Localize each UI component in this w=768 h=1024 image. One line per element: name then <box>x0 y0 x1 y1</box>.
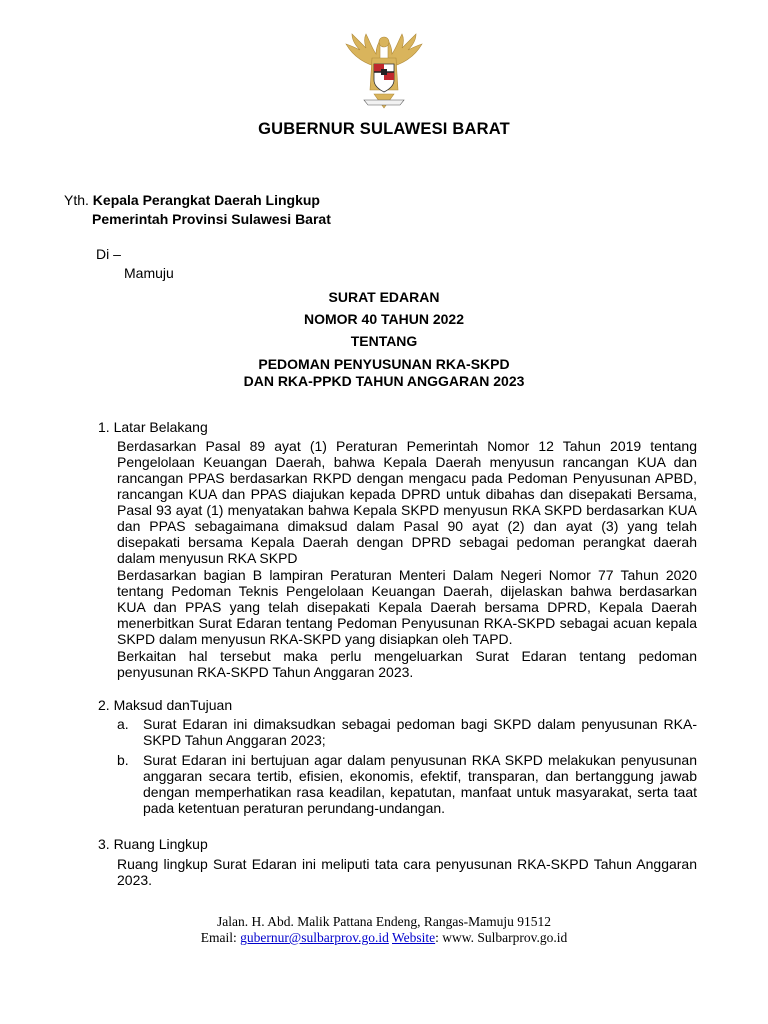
list-item <box>117 752 697 816</box>
footer-address: Jalan. H. Abd. Malik Pattana Endeng, Rangas-Mamuju 91512 <box>216 914 552 929</box>
footer-website[interactable]: www. Sulbarprov.go.id <box>442 930 568 945</box>
list-item <box>117 716 697 748</box>
letter-about: TENTANG <box>350 333 418 349</box>
footer-contact: Email: gubernur@sulbarprov.go.id Website: www. Sulbarprov.go.id <box>200 930 568 945</box>
list-text: Surat Edaran ini bertujuan agar dalam penyusunan RKA SKPD melakukan penyusunan anggaran secara tertib, efisien, ekonomis, efektif, transparan, dan bertanggung jawab dengan memperhatikan rasa keadilan, kepatutan, manfaat untuk masyarakat, serta taat pada ketentuan peraturan perundang-undangan. <box>143 752 697 816</box>
recipient-line-1: Kepala Perangkat Daerah Lingkup <box>92 192 320 208</box>
recipient-prefix: Yth. <box>64 192 89 208</box>
section-title-purpose: 2. Maksud danTujuan <box>98 697 233 713</box>
list-text: Surat Edaran ini dimaksudkan sebagai pedoman bagi SKPD dalam penyusunan RKA-SKPD Tahun Anggaran 2023; <box>143 716 697 748</box>
footer-website-label[interactable]: Website <box>392 930 436 945</box>
letter-subject-1: PEDOMAN PENYUSUNAN RKA-SKPD <box>258 356 510 372</box>
document-title: GUBERNUR SULAWESI BARAT <box>258 120 510 138</box>
footer-email-link[interactable]: gubernur@sulbarprov.go.id <box>240 930 389 945</box>
destination-block <box>96 245 174 283</box>
paragraph: Berdasarkan Pasal 89 ayat (1) Peraturan Pemerintah Nomor 12 Tahun 2019 tentang Pengelolaan Keuangan Daerah, bahwa Kepala Daerah menyusun rancangan KUA dan rancangan PPAS berdasarkan RKPD dengan mengacu pada Pedoman Penyusunan APBD, rancangan KUA dan PPAS diajukan kepada DPRD untuk dibahas dan disepakati Bersama, Pasal 93 ayat (1) menyatakan bahwa Kepala SKPD menyusun RKA SKPD berdasarkan KUA dan PPAS sebagaimana dimaksud dalam Pasal 90 ayat (2) dan ayat (3) yang telah disepakati bersama Kepala Daerah dengan DPRD sebagai pedoman perangkat daerah dalam menyusun RKA SKPD <box>117 438 697 566</box>
destination-city: Mamuju <box>124 265 174 281</box>
recipient-line-2: Pemerintah Provinsi Sulawesi Barat <box>92 211 331 227</box>
paragraph: Berkaitan hal tersebut maka perlu mengeluarkan Surat Edaran tentang pedoman penyusunan RKA-SKPD Tahun Anggaran 2023. <box>117 648 697 680</box>
paragraph: Ruang lingkup Surat Edaran ini meliputi tata cara penyusunan RKA-SKPD Tahun Anggaran 2023. <box>117 856 697 888</box>
section-title-background: 1. Latar Belakang <box>98 419 208 435</box>
list-marker: b. <box>117 752 129 768</box>
letter-type: SURAT EDARAN <box>328 289 440 305</box>
recipient-block <box>64 191 331 229</box>
footer-email-label: Email: <box>200 930 237 945</box>
garuda-emblem-icon <box>336 28 432 118</box>
letter-subject-2: DAN RKA-PPKD TAHUN ANGGARAN 2023 <box>243 373 525 389</box>
destination-di: Di – <box>96 246 121 262</box>
list-marker: a. <box>117 716 129 732</box>
section-title-scope: 3. Ruang Lingkup <box>98 836 208 852</box>
letter-number: NOMOR 40 TAHUN 2022 <box>303 311 464 327</box>
paragraph: Berdasarkan bagian B lampiran Peraturan Menteri Dalam Negeri Nomor 77 Tahun 2020 tentang Pedoman Teknis Pengelolaan Keuangan Daerah, dijelaskan bahwa berdasarkan KUA dan PPAS yang telah disepakati Kepala Daerah bersama DPRD, Kepala Daerah menerbitkan Surat Edaran tentang Pedoman Penyusunan RKA-SKPD sebagai acuan kepala SKPD dalam menyusun RKA-SKPD yang disiapkan oleh TAPD. <box>117 567 697 647</box>
